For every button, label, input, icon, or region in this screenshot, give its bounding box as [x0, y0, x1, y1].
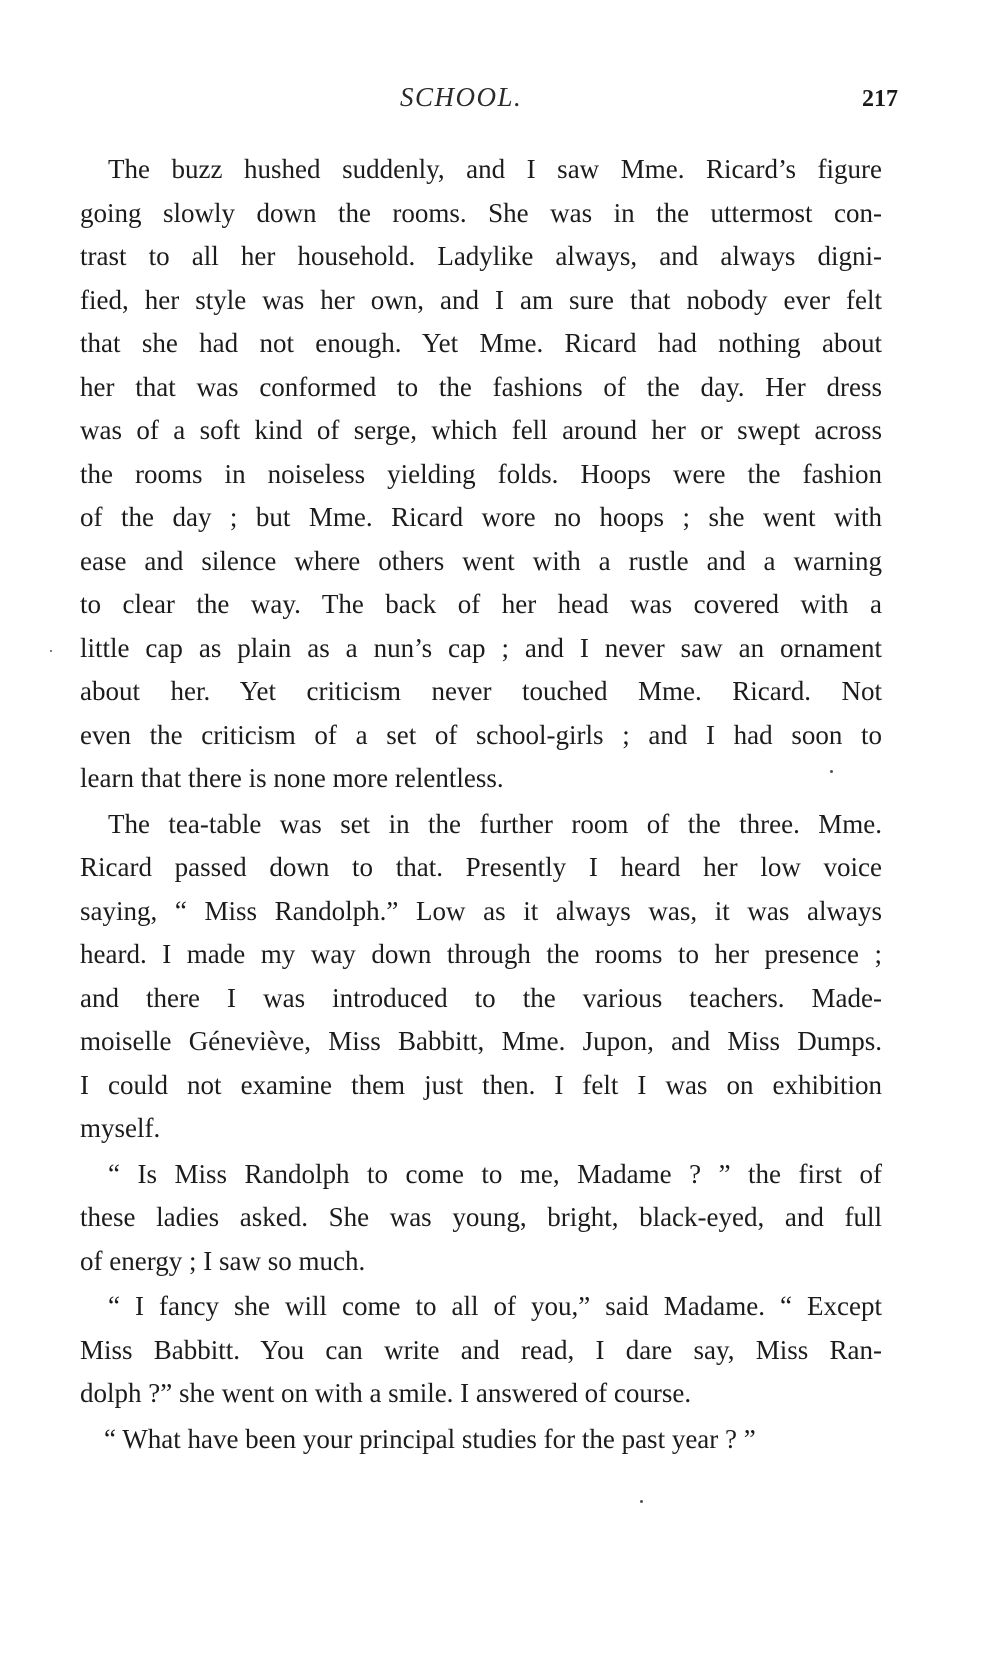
- text-line: ease and silence where others went with a rustle and a warning: [80, 545, 882, 576]
- text-line: to clear the way. The back of her head was covered with a: [80, 589, 882, 619]
- text-line: of the day ; but Mme. Ricard wore no hoops ; she went with: [80, 502, 882, 532]
- paragraph-5: [80, 1418, 882, 1462]
- print-speck: [640, 1500, 643, 1503]
- text-line: Miss Babbitt. You can write and read, I dare say, Miss Ran-: [80, 1334, 882, 1365]
- running-head: [0, 82, 1000, 122]
- text-line: these ladies asked. She was young, bright, black-eyed, and full: [80, 1202, 882, 1232]
- print-speck: [50, 650, 52, 652]
- text-line: learn that there is none more relentless.: [80, 763, 504, 793]
- print-speck: [830, 770, 833, 773]
- text-line: “ I fancy she will come to all of you,” said Madame. “ Except: [108, 1291, 882, 1321]
- text-line: her that was conformed to the fashions of the day. Her dress: [80, 371, 882, 402]
- body-text: [80, 148, 882, 1463]
- paragraph-3: [80, 1153, 882, 1284]
- text-line: saying, “ Miss Randolph.” Low as it always was, it was always: [80, 895, 882, 926]
- text-line: The buzz hushed suddenly, and I saw Mme. Ricard’s figure: [108, 154, 882, 184]
- page-number: 217: [862, 86, 898, 112]
- text-line: and there I was introduced to the various teachers. Made-: [80, 982, 882, 1013]
- text-line: I could not examine them just then. I felt I was on exhibition: [80, 1069, 882, 1100]
- paragraph-4: [80, 1285, 882, 1416]
- text-line: The tea-table was set in the further room of the three. Mme.: [108, 808, 882, 839]
- paragraph-1: [80, 148, 882, 801]
- text-line: “ Is Miss Randolph to come to me, Madame ? ” the first of: [108, 1158, 882, 1189]
- text-line: dolph ?” she went on with a smile. I answered of course.: [80, 1378, 692, 1408]
- text-line: fied, her style was her own, and I am sure that nobody ever felt: [80, 284, 882, 315]
- text-line: about her. Yet criticism never touched Mme. Ricard. Not: [80, 676, 882, 706]
- paragraph-2: [80, 803, 882, 1151]
- text-line: even the criticism of a set of school-girls ; and I had soon to: [80, 719, 882, 750]
- running-title: SCHOOL.: [400, 82, 523, 112]
- text-line: that she had not enough. Yet Mme. Ricard had nothing about: [80, 328, 882, 358]
- text-line: trast to all her household. Ladylike always, and always digni-: [80, 241, 882, 271]
- text-line: little cap as plain as a nun’s cap ; and I never saw an ornament: [80, 632, 882, 663]
- text-line: “ What have been your principal studies for the past year ? ”: [104, 1423, 756, 1454]
- text-line: going slowly down the rooms. She was in the uttermost con-: [80, 197, 882, 228]
- text-line: of energy ; I saw so much.: [80, 1245, 366, 1276]
- text-line: Ricard passed down to that. Presently I heard her low voice: [80, 852, 882, 882]
- text-line: myself.: [80, 1113, 161, 1143]
- text-line: moiselle Géneviève, Miss Babbitt, Mme. Jupon, and Miss Dumps.: [80, 1026, 882, 1056]
- text-line: heard. I made my way down through the rooms to her presence ;: [80, 939, 882, 969]
- text-line: was of a soft kind of serge, which fell around her or swept across: [80, 415, 882, 445]
- text-line: the rooms in noiseless yielding folds. Hoops were the fashion: [80, 458, 882, 489]
